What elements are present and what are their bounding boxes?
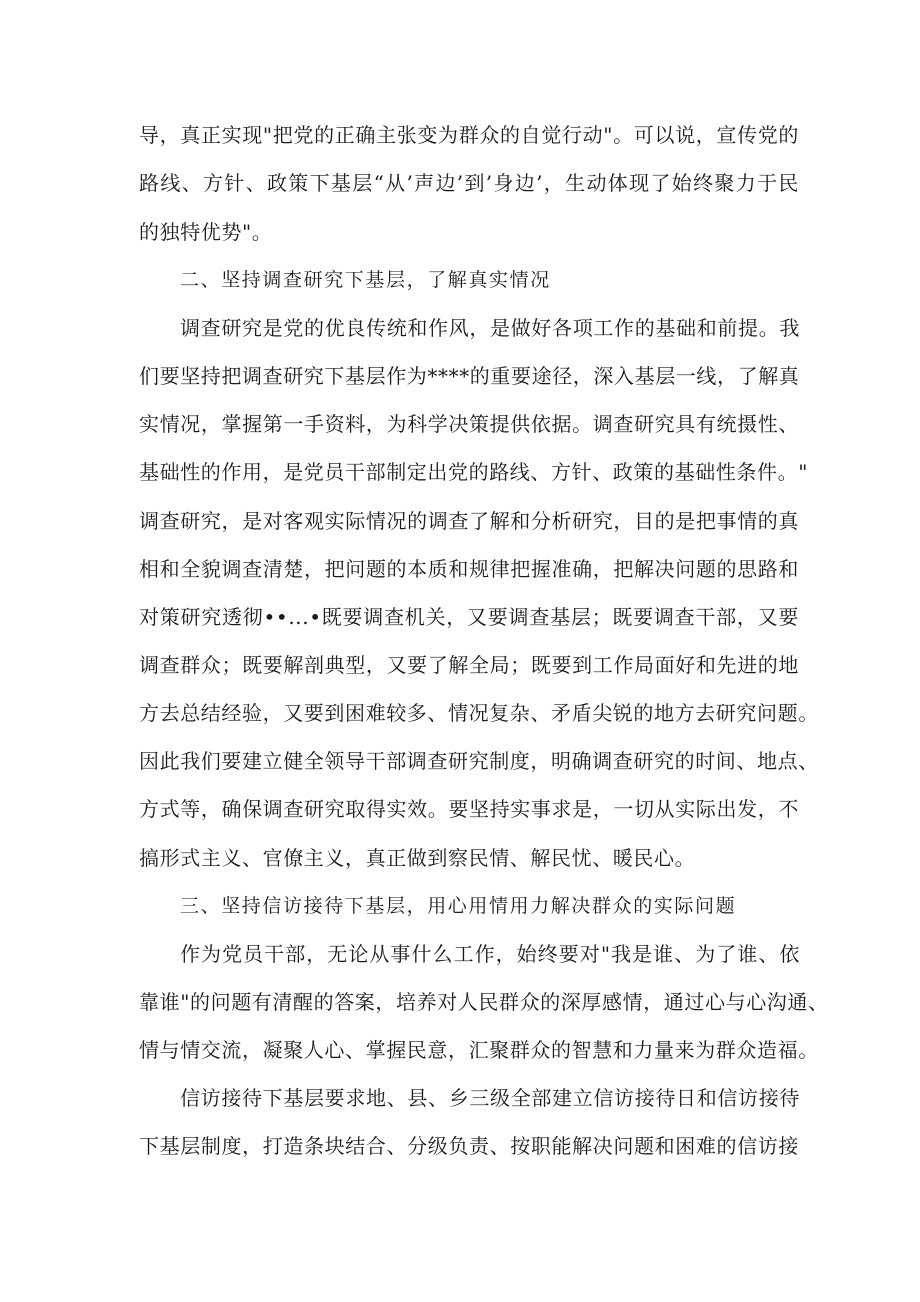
paragraph-line: 对策研究透彻••...•既要调查机关，又要调查基层；既要调查干部，又要: [139, 605, 799, 629]
paragraph-line: 靠谁"的问题有清醒的答案，培养对人民群众的深厚感情，通过心与心沟通、: [139, 990, 829, 1014]
paragraph-line: 下基层制度，打造条块结合、分级负责、按职能解决问题和困难的信访接: [139, 1134, 799, 1158]
paragraph-line: 信访接待下基层要求地、县、乡三级全部建立信访接待日和信访接待: [180, 1086, 800, 1110]
paragraph-line: 实情况，掌握第一手资料，为科学决策提供依据。调查研究具有统摄性、: [139, 412, 799, 436]
paragraph-line: 们要坚持把调查研究下基层作为****的重要途径，深入基层一线，了解真: [139, 364, 800, 388]
paragraph-line: 方去总结经验，又要到困难较多、情况复杂、矛盾尖锐的地方去研究问题。: [139, 701, 819, 725]
section-heading-3: 三、坚持信访接待下基层，用心用情用力解决群众的实际问题: [180, 895, 737, 917]
paragraph-line: 方式等，确保调查研究取得实效。要坚持实事求是，一切从实际出发，不: [139, 797, 799, 821]
paragraph-line: 路线、方针、政策下基层“从’声边’到’身边’，生动体现了始终聚力于民: [139, 171, 799, 195]
paragraph-line: 基础性的作用，是党员干部制定出党的路线、方针、政策的基础性条件。": [139, 460, 808, 484]
paragraph-line: 情与情交流，凝聚人心、掌握民意，汇聚群众的智慧和力量来为群众造福。: [139, 1038, 819, 1062]
paragraph-line: 因此我们要建立健全领导干部调查研究制度，明确调查研究的时间、地点、: [139, 749, 819, 773]
paragraph-line: 作为党员干部，无论从事什么工作，始终要对"我是谁、为了谁、依: [180, 942, 800, 966]
paragraph-line: 调查研究，是对客观实际情况的调查了解和分析研究，目的是把事情的真: [139, 509, 799, 533]
paragraph-line: 相和全貌调查清楚，把问题的本质和规律把握准确，把解决问题的思路和: [139, 557, 799, 581]
section-heading-2: 二、坚持调查研究下基层，了解真实情况: [180, 269, 551, 291]
paragraph-line: 导，真正实现"把党的正确主张变为群众的自觉行动"。可以说，宣传党的: [139, 123, 799, 147]
paragraph-line: 调查研究是党的优良传统和作风，是做好各项工作的基础和前提。我: [180, 316, 800, 340]
paragraph-line: 调查群众；既要解剖典型，又要了解全局；既要到工作局面好和先进的地: [139, 653, 799, 677]
paragraph-line: 搞形式主义、官僚主义，真正做到察民情、解民忧、暖民心。: [139, 846, 696, 870]
paragraph-line: 的独特优势"。: [139, 220, 273, 244]
